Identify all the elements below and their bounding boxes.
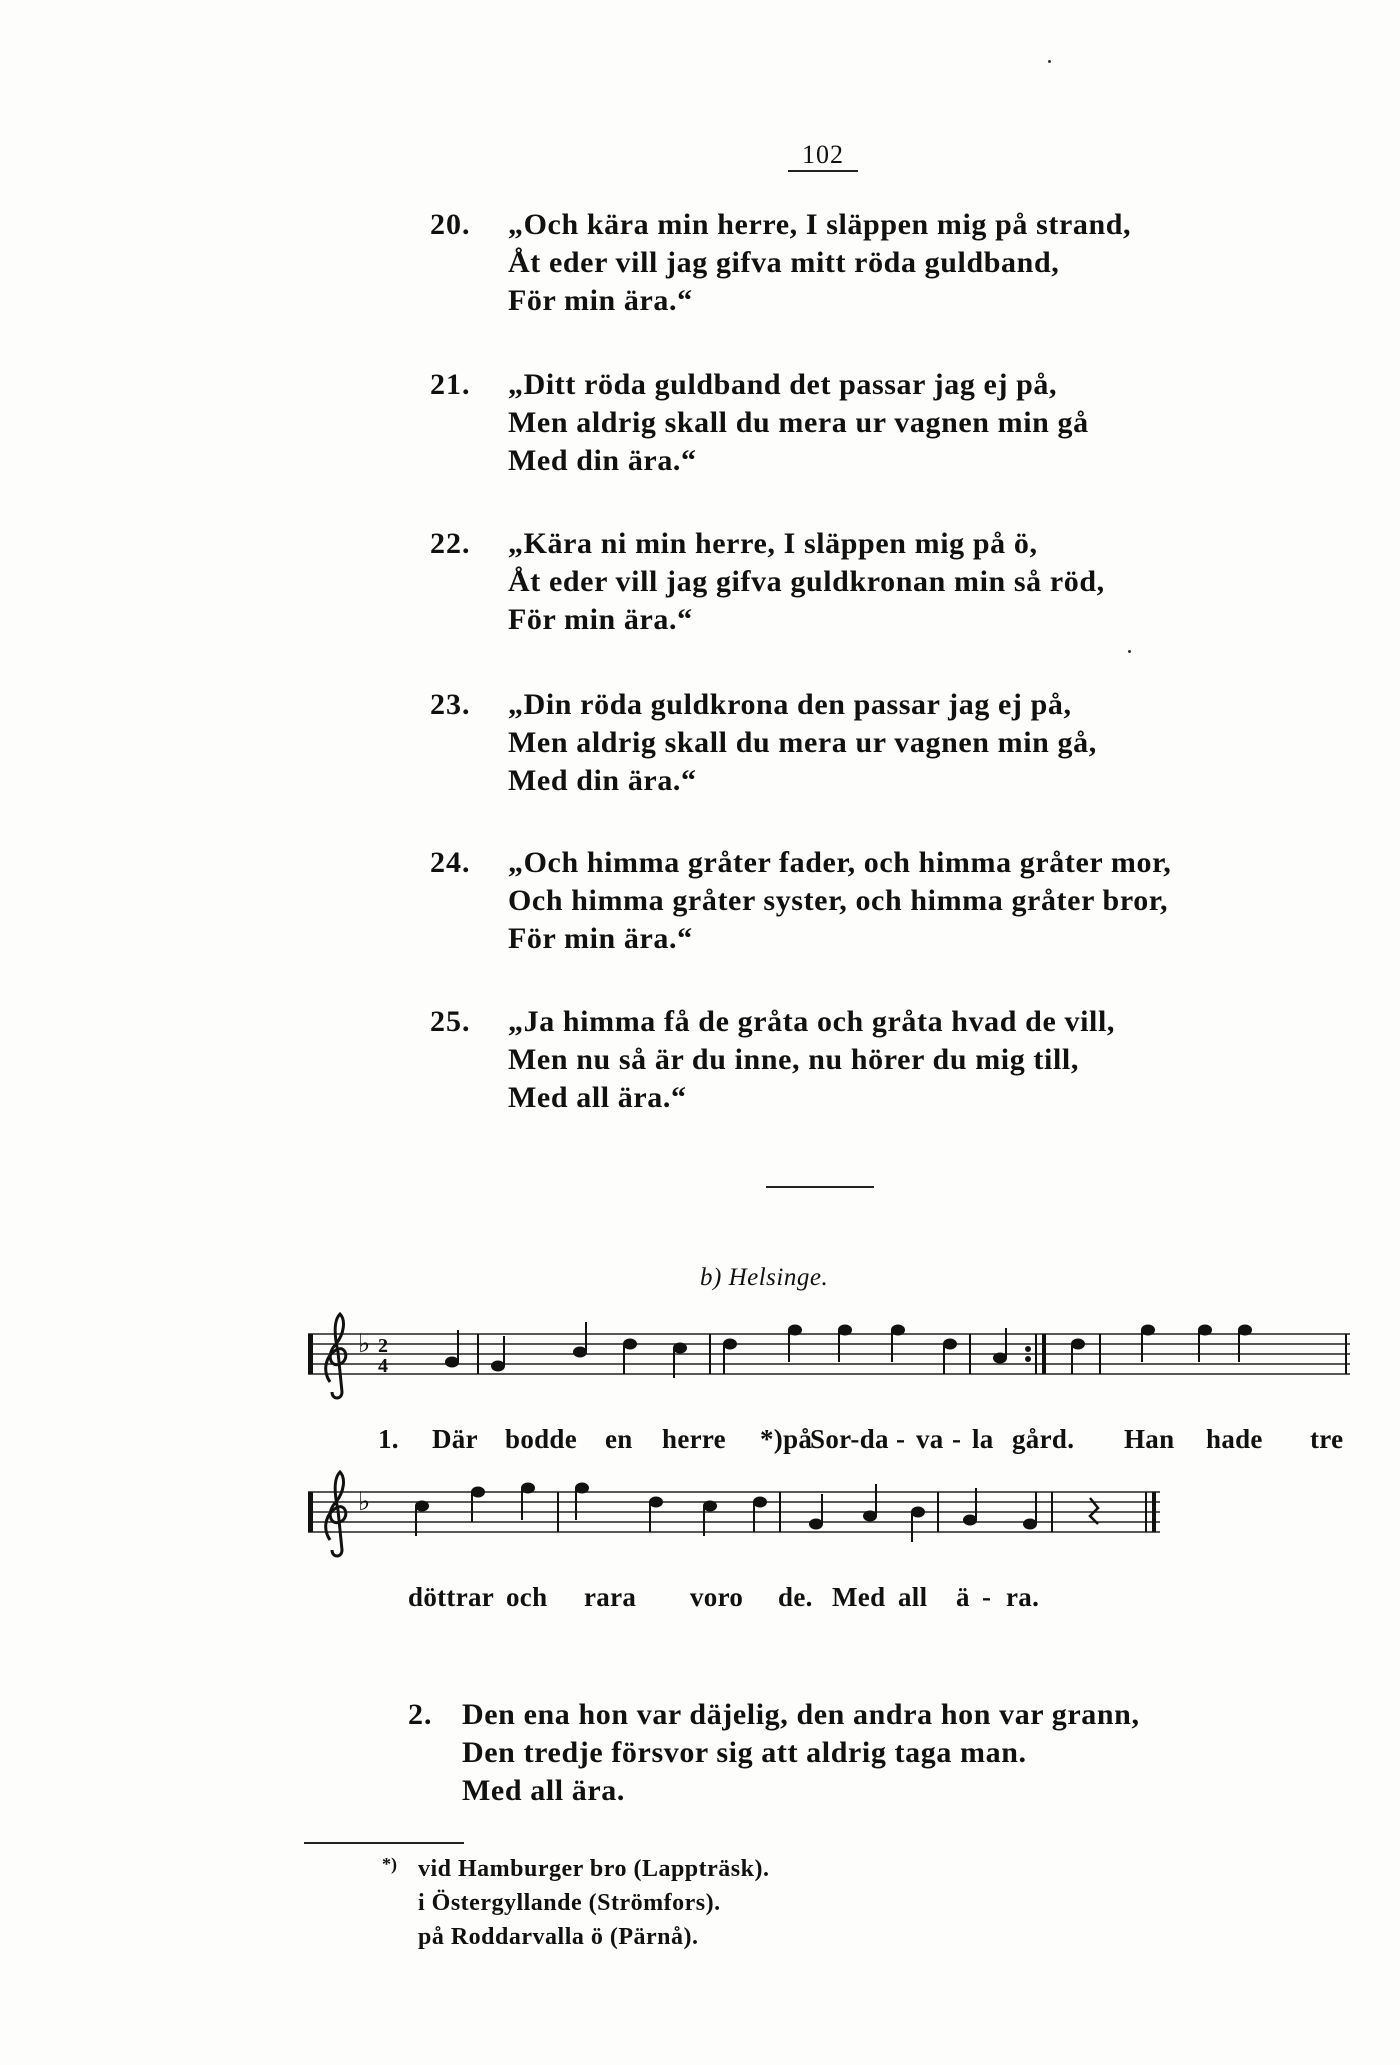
lyric-syllable: och: [506, 1582, 548, 1612]
lyric-syllable: döttrar: [408, 1582, 495, 1612]
music-staff-1: [300, 1300, 1360, 1420]
lyric-hyphen: -: [982, 1582, 992, 1612]
lyric-syllable: Med: [832, 1582, 886, 1612]
stanza-line: Åt eder vill jag gifva mitt röda guldband,: [508, 246, 1060, 279]
lyric-syllable: Han: [1124, 1424, 1175, 1454]
lyric-syllable: Där: [432, 1424, 478, 1454]
lyric-syllable: herre: [662, 1424, 726, 1454]
stanza-line: Men nu så är du inne, nu hörer du mig till,: [508, 1043, 1079, 1076]
footnote-line: på Roddarvalla ö (Pärnå).: [418, 1924, 699, 1950]
page-number: 102: [802, 140, 844, 169]
stanza-number: 20.: [430, 208, 471, 241]
lyric-hyphen: -: [896, 1424, 906, 1454]
stanza-line: „Din röda guldkrona den passar jag ej på,: [508, 688, 1072, 721]
stanza-line: Den tredje försvor sig att aldrig taga man.: [462, 1736, 1027, 1769]
page-number-rule: [788, 170, 858, 172]
staff-brace: [308, 1492, 313, 1532]
section-divider: [766, 1186, 874, 1188]
stanza-line: „Och himma gråter fader, och himma gråter mor,: [508, 846, 1172, 879]
lyric-syllable: all: [898, 1582, 928, 1612]
lyric-syllable: hade: [1206, 1424, 1263, 1454]
time-signature-bottom: 4: [378, 1355, 388, 1377]
stanza-line: „Kära ni min herre, I släppen mig på ö,: [508, 527, 1038, 560]
stanza-line: Men aldrig skall du mera ur vagnen min gå,: [508, 726, 1097, 759]
stanza-number: 22.: [430, 527, 471, 560]
lyric-syllable: *)på: [760, 1424, 813, 1454]
staff-brace: [308, 1334, 313, 1374]
stanza-number: 23.: [430, 688, 471, 721]
print-speck: [1048, 60, 1051, 63]
lyric-syllable: rara: [584, 1582, 637, 1612]
flat-icon: ♭: [358, 1329, 371, 1359]
lyric-syllable: ra.: [1006, 1582, 1040, 1612]
stanza-line: Men aldrig skall du mera ur vagnen min gå: [508, 406, 1089, 439]
footnote-line: vid Hamburger bro (Lappträsk).: [418, 1856, 770, 1882]
stanza-line: Och himma gråter syster, och himma gråter bror,: [508, 884, 1169, 917]
lyric-syllable: va: [916, 1424, 944, 1454]
lyric-syllable: en: [605, 1424, 633, 1454]
stanza-line: „Ja himma få de gråta och gråta hvad de vill,: [508, 1005, 1115, 1038]
lyric-verse-number: 1.: [378, 1424, 399, 1454]
stanza-line: Med din ära.“: [508, 764, 697, 797]
treble-clef-icon: [326, 1472, 346, 1556]
stanza-line: Med all ära.: [462, 1774, 626, 1807]
stanza-line: Åt eder vill jag gifva guldkronan min så röd,: [508, 565, 1105, 598]
lyric-hyphen: -: [952, 1424, 962, 1454]
flat-icon: ♭: [358, 1487, 371, 1517]
stanza-number: 24.: [430, 846, 471, 879]
stanza-line: Den ena hon var däjelig, den andra hon var grann,: [462, 1698, 1140, 1731]
lyric-syllable: tre: [1310, 1424, 1344, 1454]
notes-staff-1: [446, 1322, 1346, 1378]
stanza-line: För min ära.“: [508, 603, 693, 636]
footnote-line: i Östergyllande (Strömfors).: [418, 1890, 721, 1916]
lyric-syllable: Sor-da: [810, 1424, 889, 1454]
lyric-syllable: ä: [956, 1582, 970, 1612]
stanza-number: 25.: [430, 1005, 471, 1038]
section-title: b) Helsinge.: [700, 1264, 829, 1291]
treble-clef-icon: [326, 1314, 346, 1398]
stanza-line: „Och kära min herre, I släppen mig på strand,: [508, 208, 1132, 241]
stanza-number: 21.: [430, 368, 471, 401]
time-signature-top: 2: [378, 1335, 388, 1357]
music-staff-2: [300, 1458, 1180, 1578]
print-speck: [1128, 650, 1131, 653]
lyric-syllable: gård.: [1012, 1424, 1075, 1454]
lyric-syllable: voro: [690, 1582, 744, 1612]
stanza-line: „Ditt röda guldband det passar jag ej på,: [508, 368, 1058, 401]
stanza-line: Med din ära.“: [508, 444, 697, 477]
footnote-marker: *): [382, 1854, 397, 1874]
lyric-syllable: de.: [778, 1582, 813, 1612]
stanza-line: För min ära.“: [508, 922, 693, 955]
lyric-syllable: la: [972, 1424, 994, 1454]
footnote-rule: [304, 1842, 464, 1844]
stanza-number: 2.: [408, 1698, 433, 1731]
lyric-syllable: bodde: [505, 1424, 578, 1454]
stanza-line: För min ära.“: [508, 284, 693, 317]
stanza-line: Med all ära.“: [508, 1081, 687, 1114]
